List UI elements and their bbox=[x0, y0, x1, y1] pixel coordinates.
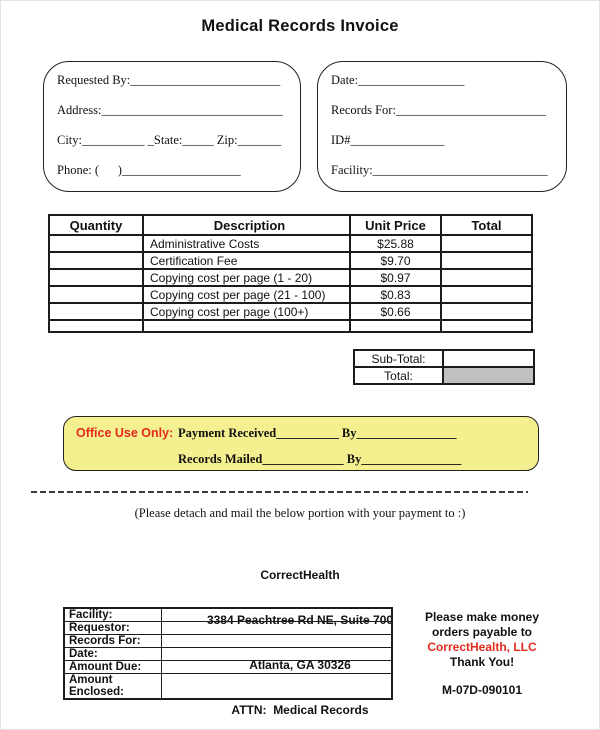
unit-price-cell: $0.97 bbox=[350, 269, 441, 286]
record-info-box bbox=[317, 61, 567, 192]
company-name: CorrectHealth bbox=[260, 568, 340, 582]
office-use-only-box bbox=[63, 416, 539, 471]
header-quantity: Quantity bbox=[49, 215, 143, 235]
records-for-field: Records For:________________________ bbox=[331, 103, 546, 117]
company-city-state-zip: Atlanta, GA 30326 bbox=[249, 658, 351, 672]
quantity-cell bbox=[49, 286, 143, 303]
page-title: Medical Records Invoice bbox=[201, 17, 399, 35]
total-cell bbox=[441, 320, 532, 332]
remit-date-label: Date: bbox=[64, 648, 161, 661]
table-row bbox=[49, 252, 532, 269]
remit-row bbox=[64, 635, 392, 648]
quantity-cell bbox=[49, 303, 143, 320]
date-field: Date:_________________ bbox=[331, 73, 465, 87]
unit-price-cell: $0.66 bbox=[350, 303, 441, 320]
total-row bbox=[354, 367, 534, 384]
remit-requestor-label: Requestor: bbox=[64, 622, 161, 635]
phone-field: Phone: ( )___________________ bbox=[57, 163, 241, 177]
quantity-cell bbox=[49, 320, 143, 332]
remit-records-for-label: Records For: bbox=[64, 635, 161, 648]
remit-amount-enclosed-value bbox=[161, 674, 392, 700]
total-cell bbox=[441, 235, 532, 252]
header-description: Description bbox=[143, 215, 350, 235]
remit-amount-enclosed-label: Amount Enclosed: bbox=[64, 674, 161, 700]
quantity-cell bbox=[49, 235, 143, 252]
table-row bbox=[49, 303, 532, 320]
total-cell bbox=[441, 269, 532, 286]
total-cell bbox=[441, 286, 532, 303]
header-total: Total bbox=[441, 215, 532, 235]
remit-row bbox=[64, 648, 392, 661]
remit-row bbox=[64, 661, 392, 674]
description-cell: Administrative Costs bbox=[143, 235, 350, 252]
remit-row bbox=[64, 622, 392, 635]
payable-line-2: orders payable to bbox=[431, 625, 533, 639]
payable-line-1: Please make money bbox=[424, 610, 540, 624]
table-row bbox=[49, 269, 532, 286]
requested-by-field: Requested By:________________________ bbox=[57, 73, 281, 87]
remit-row bbox=[64, 608, 392, 622]
table-header-row bbox=[49, 215, 532, 235]
payee-name: CorrectHealth, LLC bbox=[427, 640, 537, 654]
invoice-table bbox=[48, 214, 533, 333]
description-cell: Copying cost per page (21 - 100) bbox=[143, 286, 350, 303]
description-cell: Certification Fee bbox=[143, 252, 350, 269]
total-cell bbox=[441, 252, 532, 269]
subtotal-row bbox=[354, 350, 534, 367]
unit-price-cell bbox=[350, 320, 441, 332]
remit-amount-due-value bbox=[161, 661, 392, 674]
subtotal-value-cell bbox=[443, 350, 534, 367]
description-cell bbox=[143, 320, 350, 332]
document-code: M-07D-090101 bbox=[441, 683, 523, 697]
office-use-only-label: Office Use Only: bbox=[76, 426, 174, 440]
payment-received-line: Payment Received__________ By________________ bbox=[178, 426, 457, 440]
table-row-empty bbox=[49, 320, 532, 332]
remit-records-for-value bbox=[161, 635, 392, 648]
total-label: Total: bbox=[354, 367, 443, 384]
company-attn: ATTN: Medical Records bbox=[231, 703, 369, 717]
thank-you-text: Thank You! bbox=[449, 655, 515, 669]
header-unit-price: Unit Price bbox=[350, 215, 441, 235]
detach-divider bbox=[31, 491, 528, 493]
requester-info-box bbox=[43, 61, 301, 192]
total-cell bbox=[441, 303, 532, 320]
subtotal-label: Sub-Total: bbox=[354, 350, 443, 367]
remit-amount-due-label: Amount Due: bbox=[64, 661, 161, 674]
city-state-zip-field: City:__________ _State:_____ Zip:_______ bbox=[57, 133, 282, 147]
remit-requestor-value bbox=[161, 622, 392, 635]
quantity-cell bbox=[49, 252, 143, 269]
payable-note bbox=[399, 610, 565, 698]
remit-facility-value bbox=[161, 608, 392, 622]
id-number-field: ID#_______________ bbox=[331, 133, 445, 147]
address-field: Address:_____________________________ bbox=[57, 103, 283, 117]
detach-instruction: (Please detach and mail the below portion with your payment to :) bbox=[134, 506, 466, 520]
unit-price-cell: $9.70 bbox=[350, 252, 441, 269]
company-street: 3384 Peachtree Rd NE, Suite 700 bbox=[206, 613, 394, 627]
table-row bbox=[49, 235, 532, 252]
records-mailed-line: Records Mailed_____________ By________________ bbox=[178, 452, 462, 466]
unit-price-cell: $0.83 bbox=[350, 286, 441, 303]
remit-row bbox=[64, 674, 392, 700]
unit-price-cell: $25.88 bbox=[350, 235, 441, 252]
summary-table bbox=[353, 349, 535, 385]
facility-field: Facility:____________________________ bbox=[331, 163, 548, 177]
quantity-cell bbox=[49, 269, 143, 286]
description-cell: Copying cost per page (1 - 20) bbox=[143, 269, 350, 286]
table-row bbox=[49, 286, 532, 303]
remit-facility-label: Facility: bbox=[64, 608, 161, 622]
remit-stub-table bbox=[63, 607, 393, 700]
description-cell: Copying cost per page (100+) bbox=[143, 303, 350, 320]
remit-date-value bbox=[161, 648, 392, 661]
total-value-cell bbox=[443, 367, 534, 384]
